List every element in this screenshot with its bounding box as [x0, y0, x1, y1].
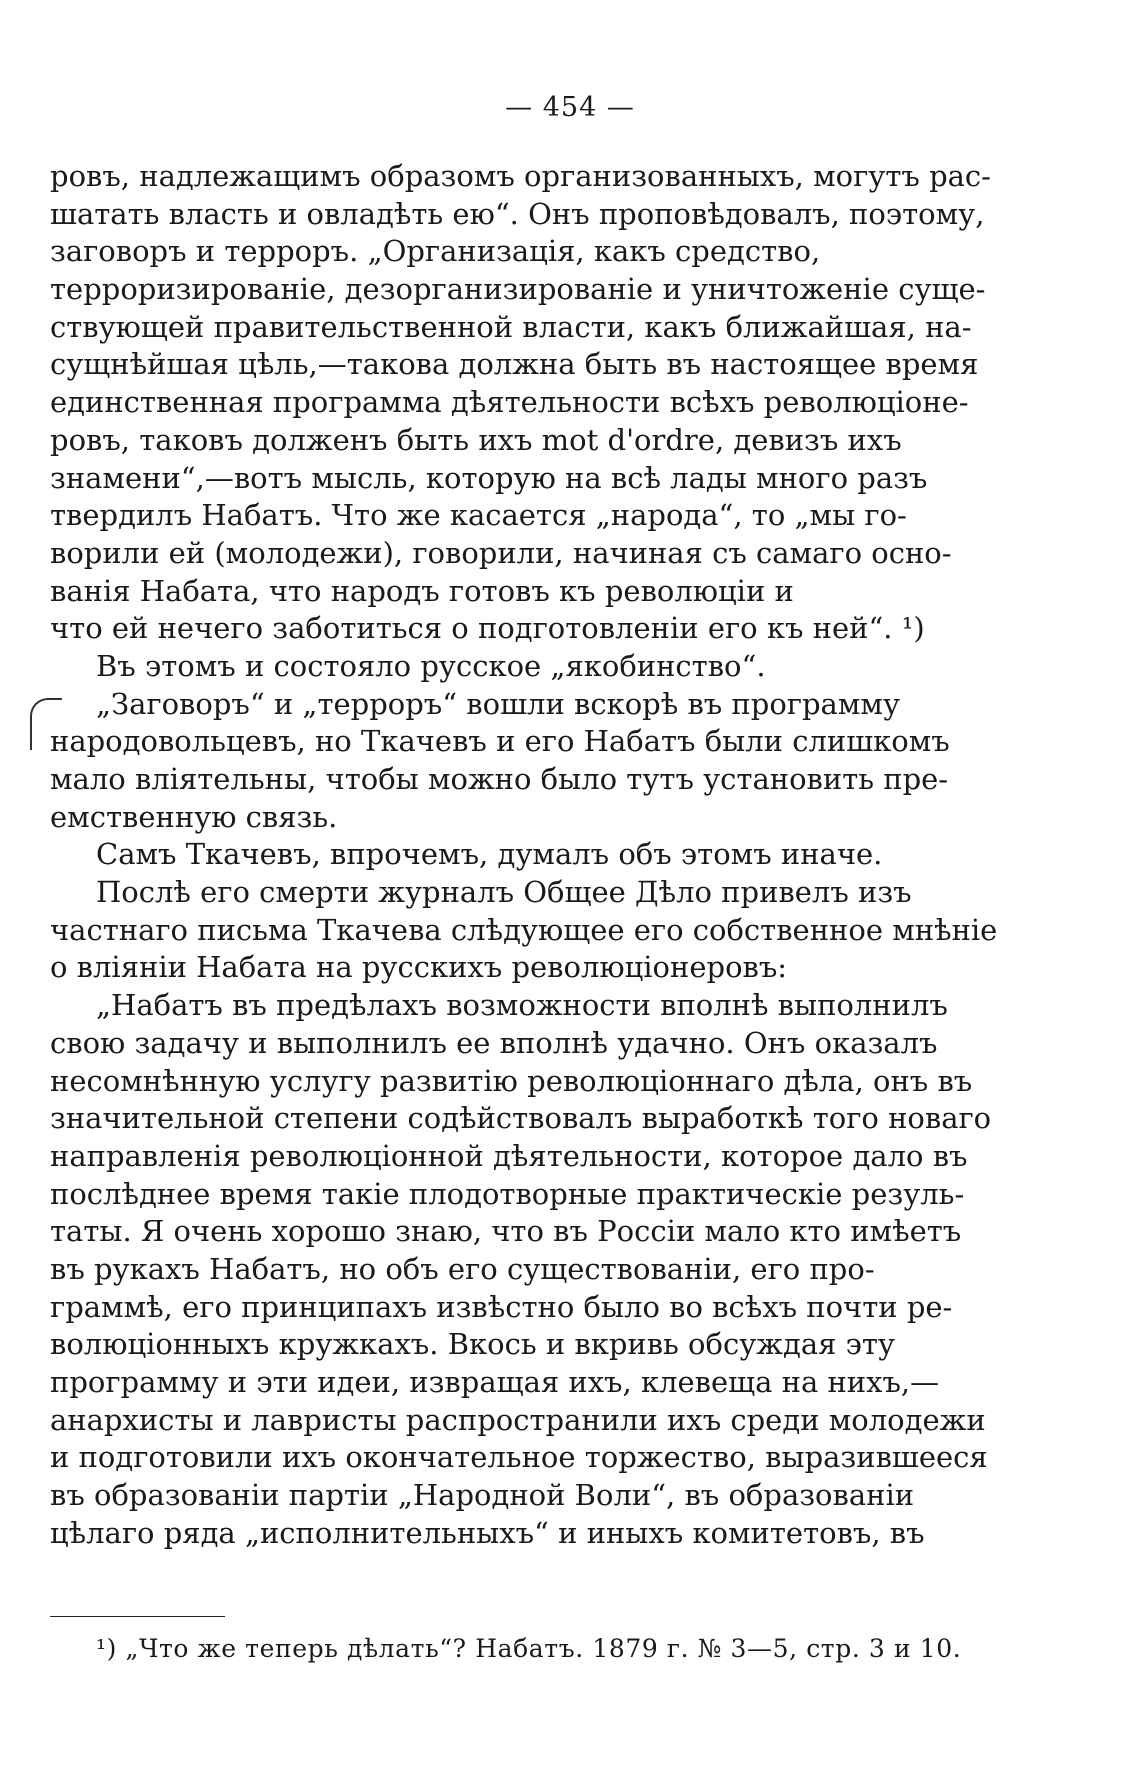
page-number: — 454 — — [505, 92, 635, 123]
text-line: терроризированіе, дезорганизированіе и уничтоженіе суще- — [50, 272, 986, 307]
text-line: несомнѣнную услугу развитію революціоннаго дѣла, онъ въ — [50, 1063, 973, 1098]
text-line: твердилъ Набатъ. Что же касается „народа“, то „мы го- — [50, 498, 907, 533]
text-line: Самъ Ткачевъ, впрочемъ, думалъ объ этомъ иначе. — [96, 837, 883, 872]
footnote: ¹) „Что же теперь дѣлать“? Набатъ. 1879 г. № 3—5, стр. 3 и 10. — [96, 1634, 962, 1663]
text-line: о вліяніи Набата на русскихъ революціонеровъ: — [50, 950, 788, 985]
text-line: ствующей правительственной власти, какъ ближайшая, на- — [50, 309, 972, 344]
text-line: знамени“,—вотъ мысль, которую на всѣ лады много разъ — [50, 460, 928, 495]
text-line: „Заговоръ“ и „терроръ“ вошли вскорѣ въ программу — [96, 686, 901, 721]
text-line: ворили ей (молодежи), говорили, начиная съ самаго осно- — [50, 535, 952, 570]
text-line: частнаго письма Ткачева слѣдующее его собственное мнѣніе — [50, 912, 998, 947]
text-line: мало вліятельны, чтобы можно было тутъ установить пре- — [50, 762, 949, 796]
text-line: Послѣ его смерти журналъ Общее Дѣло привелъ изъ — [96, 875, 912, 910]
text-line: ванія Набата, что народъ готовъ къ революціи и — [50, 573, 794, 608]
text-line: въ рукахъ Набатъ, но объ его существованіи, его про- — [50, 1251, 875, 1286]
text-line: ровъ, таковъ долженъ быть ихъ mot d'ordre, девизъ ихъ — [50, 422, 902, 457]
text-line: свою задачу и выполнилъ ее вполнѣ удачно. Онъ оказалъ — [50, 1025, 938, 1060]
text-line: сущнѣйшая цѣль,—такова должна быть въ настоящее время — [50, 347, 979, 382]
footnote-rule — [50, 1616, 225, 1617]
text-line: шатать власть и овладѣть ею“. Онъ проповѣдовалъ, поэтому, — [50, 196, 985, 231]
text-line: и подготовили ихъ окончательное торжество, выразившееся — [50, 1440, 988, 1475]
text-line: въ образованіи партіи „Народной Воли“, въ образованіи — [50, 1478, 915, 1513]
text-line: единственная программа дѣятельности всѣхъ революціоне- — [50, 385, 969, 420]
text-line: ровъ, надлежащимъ образомъ организованныхъ, могутъ рас- — [50, 159, 991, 193]
text-line: что ей нечего заботиться о подготовленіи его къ ней“. ¹) — [50, 611, 925, 646]
text-line: таты. Я очень хорошо знаю, что въ Россіи мало кто имѣетъ — [50, 1214, 962, 1249]
text-line: значительной степени содѣйствовалъ выработкѣ того новаго — [50, 1101, 992, 1136]
text-line: программу и эти идеи, извращая ихъ, клевеща на нихъ,— — [50, 1365, 940, 1399]
text-line: направленія революціонной дѣятельности, которое дало въ — [50, 1138, 968, 1173]
text-line: послѣднее время такіе плодотворные практическіе резуль- — [50, 1176, 965, 1211]
text-line: Въ этомъ и состояло русское „якобинство“. — [96, 648, 766, 683]
text-line: „Набатъ въ предѣлахъ возможности вполнѣ выполнилъ — [96, 988, 948, 1023]
text-line: волюціонныхъ кружкахъ. Вкось и вкривь обсуждая эту — [50, 1327, 895, 1362]
text-line: граммѣ, его принципахъ извѣстно было во всѣхъ почти ре- — [50, 1289, 953, 1324]
text-line: цѣлаго ряда „исполнительныхъ“ и иныхъ комитетовъ, въ — [50, 1515, 925, 1550]
text-line: народовольцевъ, но Ткачевъ и его Набатъ были слишкомъ — [50, 724, 950, 759]
text-line: анархисты и лавристы распространили ихъ среди молодежи — [50, 1402, 986, 1437]
text-line: емственную связь. — [50, 799, 338, 834]
text-line: заговоръ и терроръ. „Организація, какъ средство, — [50, 234, 821, 269]
body-text — [50, 158, 1095, 1552]
